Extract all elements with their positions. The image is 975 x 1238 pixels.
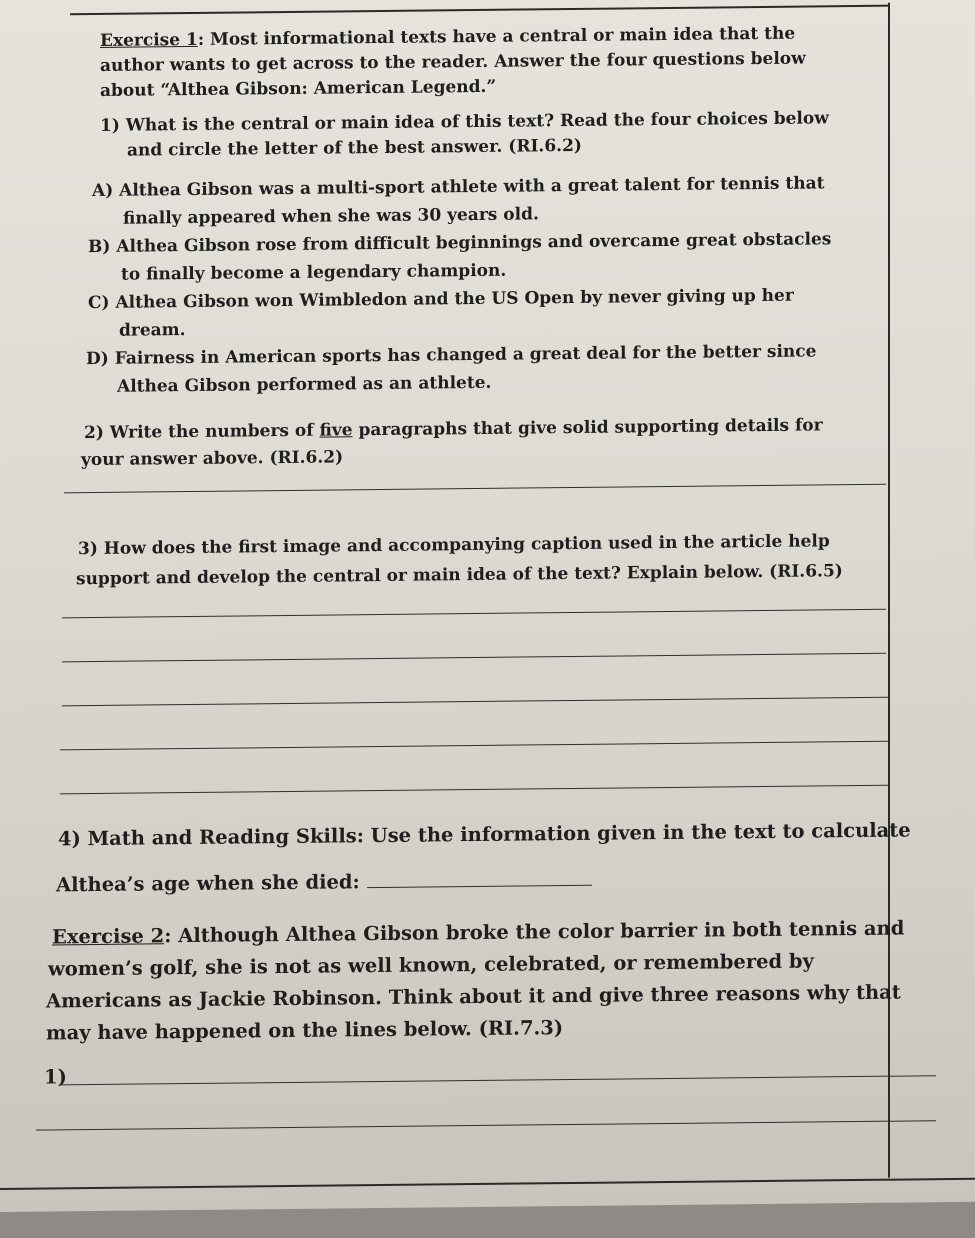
q4-answer-blank[interactable] <box>367 884 592 888</box>
page-border-bottom <box>0 1178 975 1190</box>
choice-b-line2: to finally become a legendary champion. <box>121 260 507 285</box>
q2-text-post: paragraphs that give solid supporting details for <box>352 415 823 441</box>
exercise2-item1: 1) <box>44 1065 67 1089</box>
choice-c-line1[interactable]: C) Althea Gibson won Wimbledon and the US Open by never giving up her <box>88 285 794 314</box>
exercise1-intro-text1: : Most informational texts have a central or main idea that the <box>197 23 796 50</box>
choice-b-line1[interactable]: B) Althea Gibson rose from difficult beginnings and overcame great obstacles <box>88 229 832 258</box>
q3-answer-line-3[interactable] <box>62 697 888 707</box>
exercise1-intro-line2: author wants to get across to the reader. Answer the four questions below <box>100 48 806 76</box>
exercise1-intro-line1 <box>100 23 796 51</box>
q4-line2 <box>56 870 592 895</box>
q2-line2: your answer above. (RI.6.2) <box>81 447 344 471</box>
q3-answer-line-2[interactable] <box>62 653 886 663</box>
exercise2-line2: women’s golf, she is not as well known, celebrated, or remembered by <box>48 949 814 981</box>
exercise2-answer-line-2[interactable] <box>36 1120 936 1130</box>
exercise1-intro-line3: about “Althea Gibson: American Legend.” <box>100 76 497 101</box>
choice-d-line1[interactable]: D) Fairness in American sports has changed a great deal for the better since <box>86 341 817 370</box>
page-border-top <box>70 5 890 16</box>
exercise2-answer-line-1[interactable] <box>60 1075 936 1085</box>
exercise2-line1-text: : Although Althea Gibson broke the color barrier in both tennis and <box>164 916 905 948</box>
exercise2-line4: may have happened on the lines below. (RI.7.3) <box>46 1016 564 1045</box>
q4-line1: 4) Math and Reading Skills: Use the information given in the text to calculate <box>58 818 911 851</box>
exercise2-line1 <box>52 916 905 949</box>
q4-line2-text: Althea’s age when she died: <box>56 870 360 897</box>
q3-answer-line-4[interactable] <box>60 741 888 751</box>
choice-c-line2: dream. <box>119 320 186 341</box>
exercise2-line3: Americans as Jackie Robinson. Think about it and give three reasons why that <box>46 980 901 1013</box>
choice-d-line2: Althea Gibson performed as an athlete. <box>117 372 492 397</box>
q2-line1 <box>84 417 823 442</box>
q2-text-pre: 2) Write the numbers of <box>84 420 320 444</box>
q3-answer-line-5[interactable] <box>60 785 888 795</box>
q2-text-emphasis: five <box>319 420 353 441</box>
exercise2-label: Exercise 2 <box>52 924 165 949</box>
q3-answer-line-1[interactable] <box>62 609 886 619</box>
choice-a-line1[interactable]: A) Althea Gibson was a multi-sport athlete with a great talent for tennis that <box>92 173 825 202</box>
q3-line2: support and develop the central or main idea of the text? Explain below. (RI.6.5) <box>76 561 843 590</box>
choice-a-line2: finally appeared when she was 30 years old. <box>123 204 539 229</box>
q1-line1: 1) What is the central or main idea of this text? Read the four choices below <box>100 108 829 136</box>
q3-line1: 3) How does the first image and accompanying caption used in the article help <box>78 531 830 560</box>
q2-answer-line[interactable] <box>64 484 886 494</box>
q1-line2: and circle the letter of the best answer. (RI.6.2) <box>127 135 582 161</box>
exercise1-label: Exercise 1 <box>100 29 198 51</box>
